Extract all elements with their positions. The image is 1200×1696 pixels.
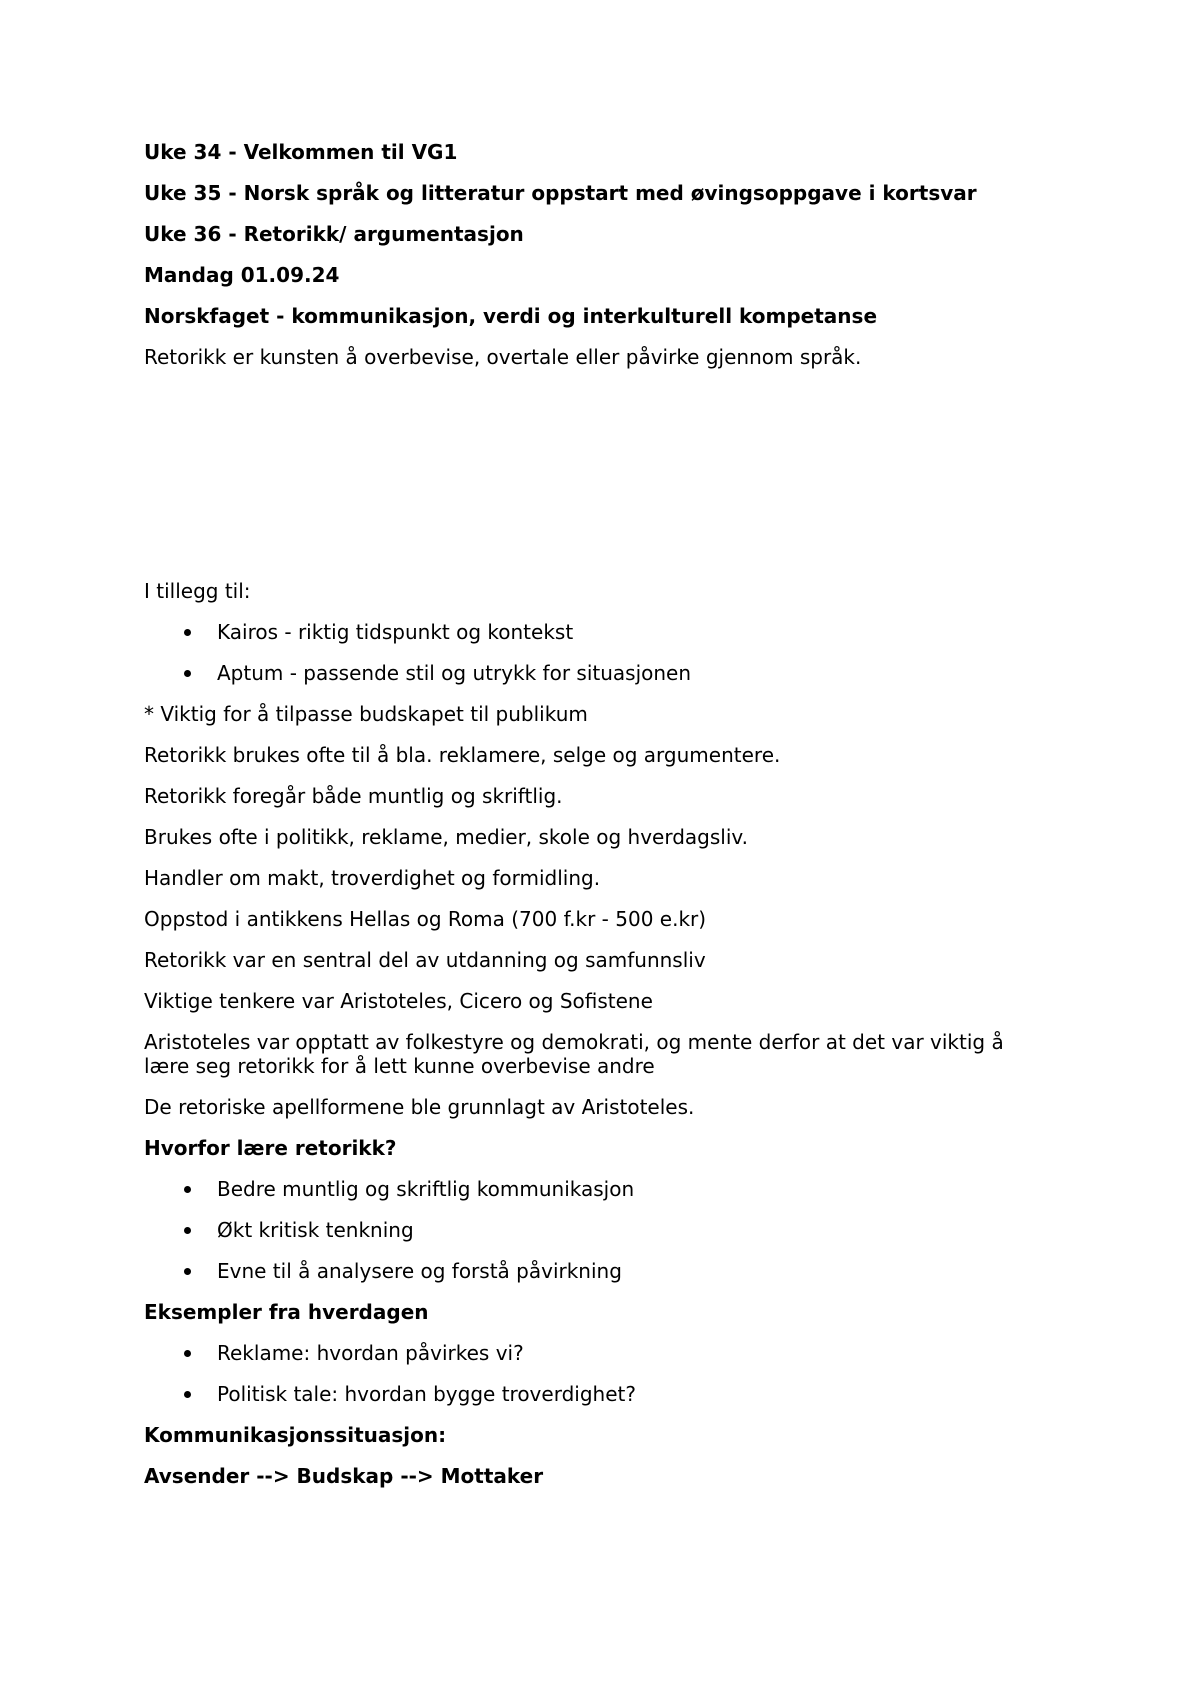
heading-week-36: Uke 36 - Retorikk/ argumentasjon — [144, 222, 524, 246]
examples-heading: Eksempler fra hverdagen — [144, 1300, 429, 1324]
bullet-icon — [184, 629, 191, 636]
bullet-icon — [184, 1350, 191, 1357]
document-body — [144, 140, 1044, 1505]
examples-list — [144, 1341, 1044, 1406]
paragraph: Aristoteles var opptatt av folkestyre og demokrati, og mente derfor at det var viktig å lære seg retorikk for å lett kunne overbevise andre — [144, 1030, 1004, 1078]
why-heading: Hvorfor lære retorikk? — [144, 1136, 397, 1160]
blank-space — [144, 386, 1044, 579]
list-item: Reklame: hvordan påvirkes vi? — [144, 1341, 1044, 1365]
paragraph: Handler om makt, troverdighet og formidling. — [144, 866, 601, 890]
bullet-icon — [184, 1268, 191, 1275]
bullet-icon — [184, 1186, 191, 1193]
list-item: Evne til å analysere og forstå påvirkning — [144, 1259, 1044, 1283]
list-item: Kairos - riktig tidspunkt og kontekst — [144, 620, 1044, 644]
heading-subject: Norskfaget - kommunikasjon, verdi og interkulturell kompetanse — [144, 304, 878, 328]
paragraph: Brukes ofte i politikk, reklame, medier, skole og hverdagsliv. — [144, 825, 749, 849]
paragraph: Oppstod i antikkens Hellas og Roma (700 f.kr - 500 e.kr) — [144, 907, 707, 931]
heading-week-34: Uke 34 - Velkommen til VG1 — [144, 140, 458, 164]
list-item: Aptum - passende stil og utrykk for situasjonen — [144, 661, 1044, 685]
communication-heading: Kommunikasjonssituasjon: — [144, 1423, 447, 1447]
list-item: Økt kritisk tenkning — [144, 1218, 1044, 1242]
addition-list — [144, 620, 1044, 685]
paragraph: Viktige tenkere var Aristoteles, Cicero og Sofistene — [144, 989, 653, 1013]
heading-week-35: Uke 35 - Norsk språk og litteratur oppstart med øvingsoppgave i kortsvar — [144, 181, 977, 205]
communication-flow: Avsender --> Budskap --> Mottaker — [144, 1464, 544, 1488]
addition-label: I tillegg til: — [144, 579, 251, 603]
bullet-icon — [184, 1227, 191, 1234]
why-list — [144, 1177, 1044, 1283]
intro-paragraph: Retorikk er kunsten å overbevise, overtale eller påvirke gjennom språk. — [144, 345, 862, 369]
paragraph: Retorikk var en sentral del av utdanning og samfunnsliv — [144, 948, 706, 972]
paragraph: De retoriske apellformene ble grunnlagt av Aristoteles. — [144, 1095, 695, 1119]
heading-date: Mandag 01.09.24 — [144, 263, 340, 287]
paragraph: Retorikk foregår både muntlig og skriftlig. — [144, 784, 563, 808]
paragraph: Retorikk brukes ofte til å bla. reklamere, selge og argumentere. — [144, 743, 781, 767]
list-item: Bedre muntlig og skriftlig kommunikasjon — [144, 1177, 1044, 1201]
bullet-icon — [184, 670, 191, 677]
paragraph: * Viktig for å tilpasse budskapet til publikum — [144, 702, 588, 726]
list-item: Politisk tale: hvordan bygge troverdighet? — [144, 1382, 1044, 1406]
bullet-icon — [184, 1391, 191, 1398]
